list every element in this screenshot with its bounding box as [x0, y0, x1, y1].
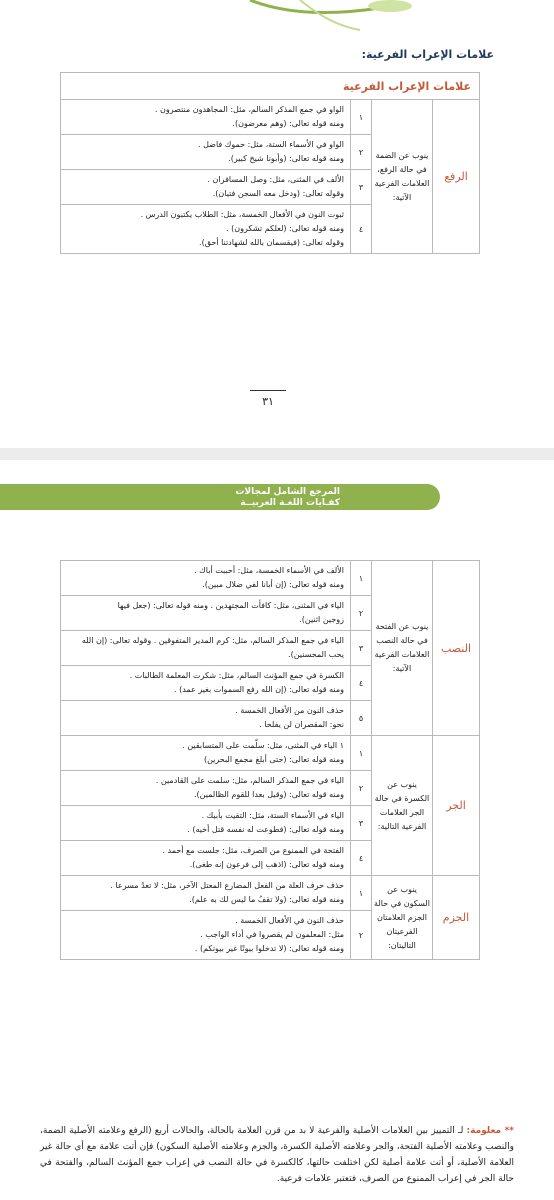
example-line: الياء في المثنى، مثل: كافأت المجتهدين . ومنه قوله تعالى: (جعل فيها — [117, 601, 344, 610]
note-label: ** معلومة: — [466, 1126, 514, 1136]
case-name: الجر — [433, 736, 480, 876]
page-top — [0, 0, 554, 448]
example-line: ومنه قوله تعالى: (فطوعت له نفسه قتل أخيه) . — [187, 825, 344, 834]
example-line: ومنه قوله تعالى: (إن الله رفع السموات بغير عمد) . — [174, 685, 344, 694]
example-line: ومنه قوله تعالى: (لا تدخلوا بيوتًا غير بيوتكم) . — [194, 944, 344, 953]
case-name: النصب — [433, 561, 480, 736]
row-example — [61, 806, 351, 841]
row-example — [61, 135, 351, 170]
example-line: ومنه قوله تعالى: (إن أبانا لفي ضلال مبين). — [202, 580, 344, 589]
example-line: الألف في الأسماء الخمسة، مثل: أحببت أباك . — [194, 566, 344, 575]
header-banner — [0, 460, 554, 530]
row-example — [61, 701, 351, 736]
row-example — [61, 631, 351, 666]
table-row — [61, 561, 480, 596]
section-title: علامات الإعراب الفرعية: — [361, 48, 494, 61]
example-line: وقوله تعالى: (ودخل معه السجن فتيان). — [212, 189, 344, 198]
example-line: يحب المحسنين). — [288, 650, 344, 659]
case-name: الجزم — [433, 876, 480, 960]
row-number: ٥ — [351, 701, 372, 736]
row-example — [61, 771, 351, 806]
example-line: ومنه قوله تعالى: (وأبونا شيخ كبير). — [228, 154, 344, 163]
row-number: ٣ — [351, 631, 372, 666]
row-example — [61, 205, 351, 254]
example-line: وقوله تعالى: (فيقسمان بالله لشهادتنا أحق). — [199, 238, 344, 247]
example-line: ثبوت النون في الأفعال الخمسة، مثل: الطلاب يكتبون الدرس . — [140, 210, 344, 219]
example-line: ومنه قوله تعالى: (وهم معرضون). — [232, 119, 344, 128]
page-number: ٣١ — [250, 390, 286, 408]
example-line: الفتحة في الممنوع من الصرف، مثل: جلست مع أحمد . — [162, 846, 344, 855]
row-example — [61, 596, 351, 631]
table-heading-row — [61, 73, 480, 100]
row-number: ٢ — [351, 911, 372, 960]
table-heading: علامات الإعراب الفرعية — [61, 73, 480, 100]
banner-strip — [0, 484, 440, 510]
example-line: الواو في الأسماء الستة، مثل: حموك فاضل . — [198, 140, 344, 149]
page-bottom — [0, 460, 554, 1200]
example-line: الكسرة في جمع المؤنث السالم، مثل: شكرت المعلمة الطالبات . — [129, 671, 344, 680]
secondary-marks-table — [60, 560, 480, 960]
row-number: ٢ — [351, 771, 372, 806]
row-number: ١ — [351, 100, 372, 135]
row-number: ١ — [351, 561, 372, 596]
example-line: مثل: المعلمون لم يقصروا في أداء الواجب . — [200, 930, 344, 939]
example-line: زوجين اثنين). — [299, 615, 344, 624]
case-name: الرفع — [433, 100, 480, 254]
case-description: ينوب عن السكون في حالة الجزم العلامتان الفرعيتان التاليتان: — [372, 876, 433, 960]
example-line: حذف النون في الأفعال الخمسة . — [235, 916, 344, 925]
example-line: الياء في الأسماء الستة، مثل: التقيت بأبيك . — [201, 811, 344, 820]
example-line: ومنه قوله تعالى: (وقيل بعدا للقوم الظالمين). — [193, 790, 344, 799]
row-example — [61, 666, 351, 701]
case-description: ينوب عن الضمة في حالة الرفع، العلامات الفرعية الآتية: — [372, 100, 433, 254]
row-example — [61, 841, 351, 876]
example-line: الياء في جمع المذكر السالم، مثل: سلمت على القادمين . — [155, 776, 344, 785]
row-example — [61, 561, 351, 596]
mindmap-decoration — [0, 0, 554, 40]
row-number: ٢ — [351, 135, 372, 170]
row-example — [61, 911, 351, 960]
example-line: حذف النون من الأفعال الخمسة . — [235, 706, 344, 715]
table-row — [61, 876, 480, 911]
example-line: الواو في جمع المذكر السالم، مثل: المجاهدون منتصرون . — [154, 105, 344, 114]
row-number: ٣ — [351, 806, 372, 841]
note-text: لـ التمييز بين العلامات الأصلية والفرعية لا بد من قرن العلامة بالحالة، والحالات أربع (الرفع وعلامته الأصلية الضمة، والنصب وعلامته الأصلية الفتحة، والجر وعلامته الأصلية الكسرة، والجزم وعلامته الأصلية السكون) فإن أتت علامة مع أي حالة غير العلامة الأصلية، أو أتت علامة أصلية لكن اختلفت حالتها، كالكسرة في حالة النصب في إعراب جمع المؤنث السالم، والفتحة في حالة الجر في إعراب الممنوع من الصرف، فتعتبر علامات فرعية. — [40, 1126, 514, 1184]
row-number: ٣ — [351, 170, 372, 205]
row-number: ٤ — [351, 666, 372, 701]
case-description: ينوب عن الكسرة في حالة الجر العلامات الفرعية التالية: — [372, 736, 433, 876]
example-line: نحو: المقصران لن يفلحا . — [259, 720, 344, 729]
example-line: حذف حرف العلة من الفعل المضارع المعتل الآخر، مثل: لا تعدُ مسرعا . — [110, 881, 344, 890]
row-example — [61, 736, 351, 771]
secondary-marks-table-raf — [60, 72, 480, 254]
row-example — [61, 876, 351, 911]
info-note — [40, 1123, 514, 1187]
example-line: الياء في جمع المذكر السالم، مثل: كرم المدير المتفوقين . وقوله تعالى: (إن الله — [81, 636, 344, 645]
page-separator — [0, 448, 554, 460]
row-number: ١ — [351, 876, 372, 911]
example-line: ومنه قوله تعالى: (لعلكم تشكرون) . — [226, 224, 344, 233]
row-example — [61, 170, 351, 205]
row-example — [61, 100, 351, 135]
example-line: ومنه قوله تعالى: (حتى أبلغ مجمع البحرين) — [203, 755, 344, 764]
row-number: ٢ — [351, 596, 372, 631]
example-line: ١ الياء في المثنى، مثل: سلّمت على المتسابقين . — [182, 741, 344, 750]
row-number: ٤ — [351, 841, 372, 876]
row-number: ١ — [351, 736, 372, 771]
example-line: ومنه قوله تعالى: (اذهب إلى فرعون إنه طغى). — [189, 860, 344, 869]
table-row — [61, 100, 480, 135]
table-row — [61, 736, 480, 771]
banner-subtitle: كفـايات اللغـة العربيــة — [240, 498, 340, 508]
case-description: ينوب عن الفتحة في حالة النصب العلامات الفرعية الآتية: — [372, 561, 433, 736]
example-line: الألف في المثنى، مثل: وصل المسافران . — [207, 175, 344, 184]
example-line: ومنه قوله تعالى: (ولا تقفُ ما ليس لك به علم). — [189, 895, 344, 904]
banner-title: المرجع الشامل لمجالات — [235, 487, 340, 497]
row-number: ٤ — [351, 205, 372, 254]
